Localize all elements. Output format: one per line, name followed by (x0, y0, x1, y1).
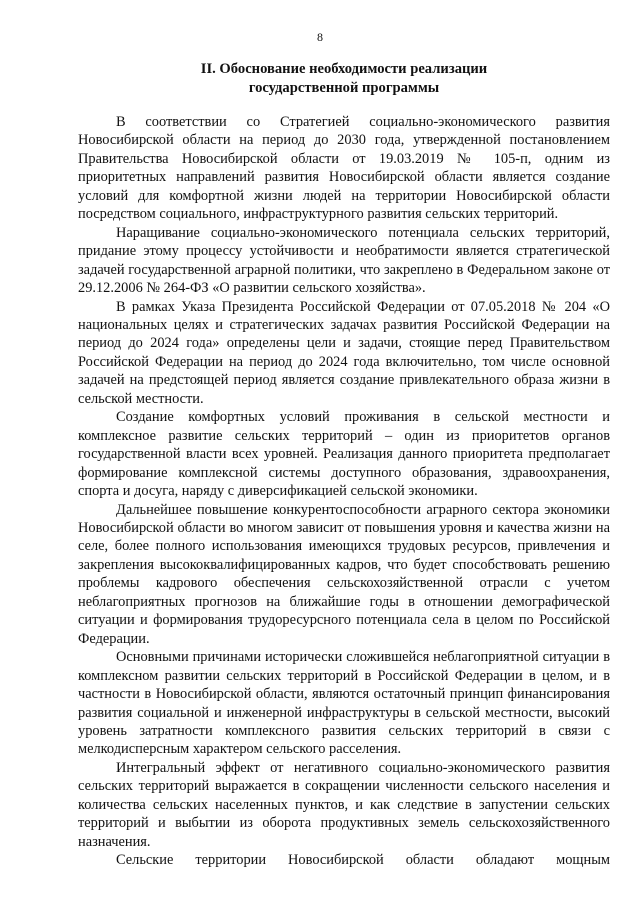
paragraph: В рамках Указа Президента Российской Федерации от 07.05.2018 № 204 «О национальных целях и стратегических задачах развития Российской Федерации на период до 2024 года» определены цели и задачи, стоящие перед Правительством Российской Федерации на период до 2024 года включительно, том числе основной задачей на предстоящей период является создание привлекательного образа жизни в сельской местности. (78, 298, 610, 407)
section-heading-line-2: государственной программы (248, 79, 440, 96)
page-number: 8 (317, 30, 323, 44)
paragraph: В соответствии со Стратегией социально-экономического развития Новосибирской области на период до 2030 года, утвержденной постановлением Правительства Новосибирской области от 19.03.2019 № 105-п, одним из приоритетных направлений развития Новосибирской области является создание условий для комфортной жизни людей на территории Новосибирской области посредством социального, инфраструктурного развития сельских территорий. (78, 114, 610, 223)
paragraph: Сельские территории Новосибирской области обладают мощным (116, 852, 610, 869)
paragraph: Интегральный эффект от негативного социально-экономического развития сельских территорий выражается в сокращении численности сельского населения и количества сельских населенных пунктов, и как следствие в запустении сельских территорий и выбытии из оборота продуктивных земель сельскохозяйственного назначения. (78, 759, 610, 850)
section-heading-line-1: II. Обоснование необходимости реализации (200, 61, 488, 77)
paragraph: Основными причинами исторически сложившейся неблагоприятной ситуации в комплексном развитии сельских территорий в Российской Федерации в целом, и в частности в Новосибирской области, являются остаточный принцип финансирования развития социальной и инженерной инфраструктуры в сельской местности, высокий уровень затратности комплексного развития сельских территорий в связи с мелкодисперсным характером сельского расселения. (78, 649, 610, 758)
paragraph: Дальнейшее повышение конкурентоспособности аграрного сектора экономики Новосибирской области во многом зависит от повышения уровня и качества жизни на селе, более полного использования имеющихся трудовых ресурсов, привлечения и закрепления высококвалифицированных кадров, что будет способствовать решению проблемы кадрового обеспечения сельскохозяйственной отрасли с учетом неблагоприятных прогнозов на ближайшие годы в отношении демографической ситуации и формирования трудоресурсного потенциала села в целом по Российской Федерации. (78, 501, 610, 647)
body-text (78, 113, 610, 870)
section-heading (78, 60, 610, 97)
paragraph: Создание комфортных условий проживания в сельской местности и комплексное развитие сельских территорий – один из приоритетов органов государственной власти всех уровней. Реализация данного приоритета предполагает формирование комплексной системы доступного образования, здравоохранения, спорта и досуга, наряду с диверсификацией сельской экономики. (78, 409, 610, 500)
paragraph: Наращивание социально-экономического потенциала сельских территорий, придание этому процессу устойчивости и необратимости является стратегической задачей государственной аграрной политики, что закреплено в Федеральном законе от 29.12.2006 № 264-ФЗ «О развитии сельского хозяйства». (78, 224, 610, 297)
